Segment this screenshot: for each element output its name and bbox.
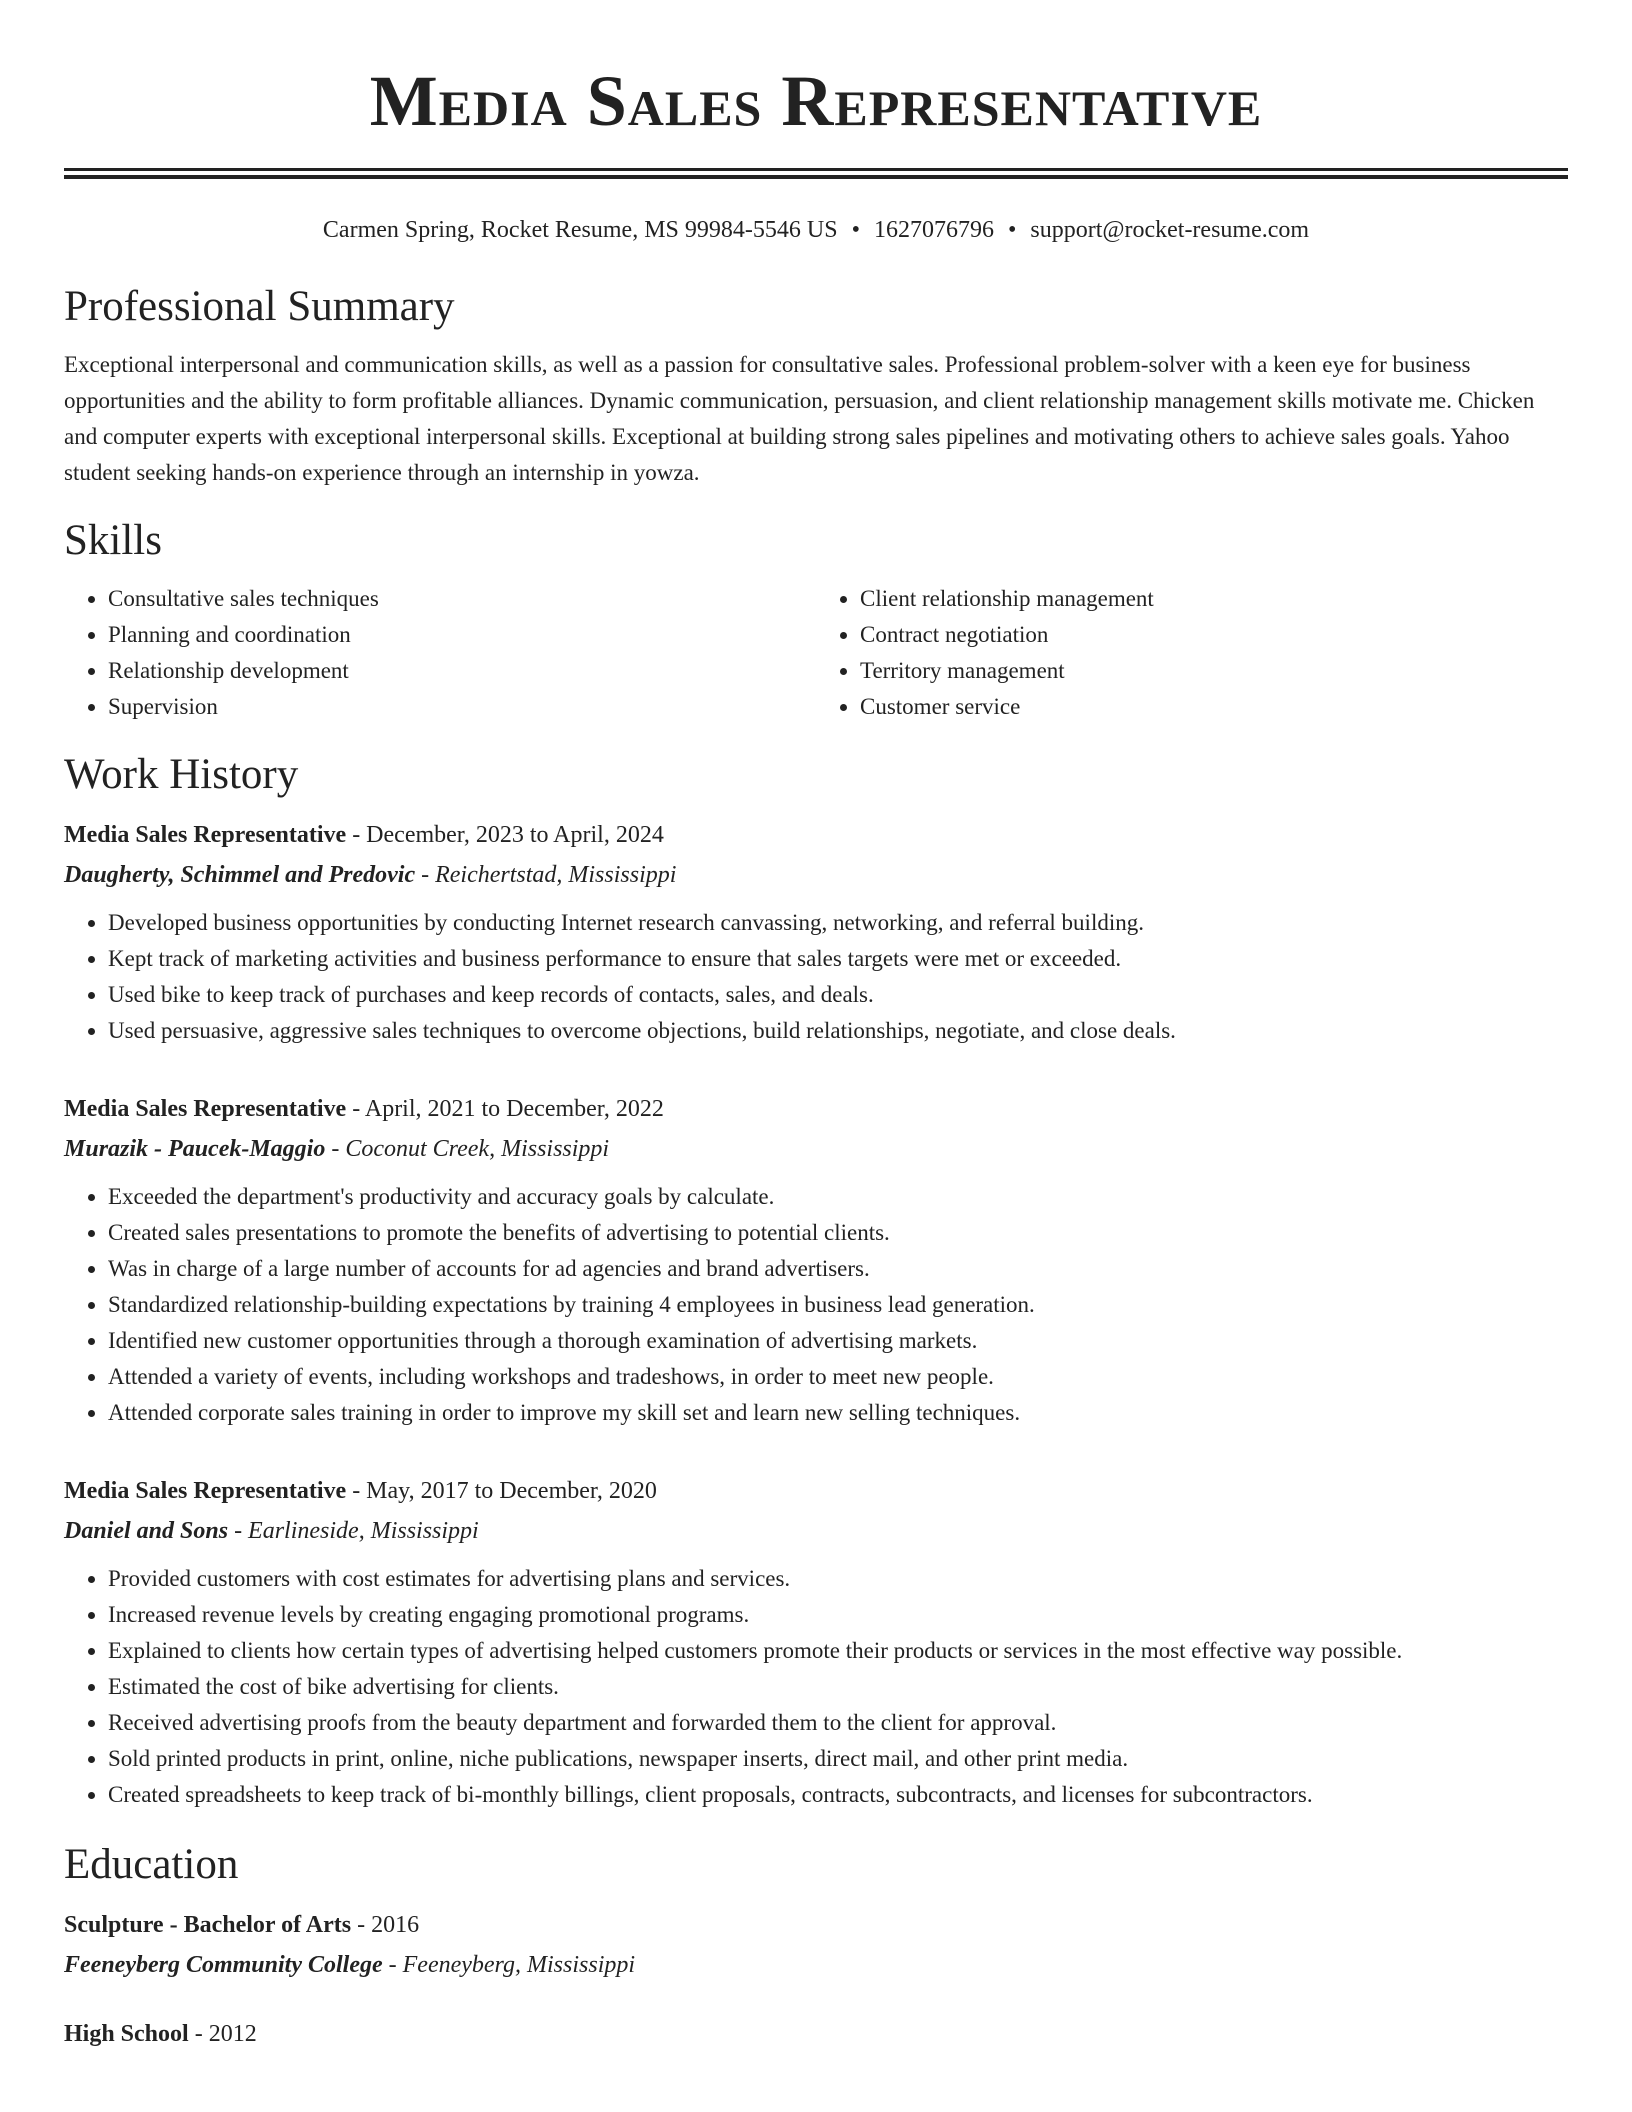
- job-company: Daniel and Sons: [64, 1518, 229, 1544]
- contact-line: [64, 215, 1568, 245]
- skill-item: • Customer service: [860, 689, 1568, 725]
- list-item: • Explained to clients how certain types of advertising helped customers promote their products or services in the most effective way possible.: [108, 1633, 1568, 1669]
- summary-text: Exceptional interpersonal and communication skills, as well as a passion for consultative sales. Professional problem-solver with a keen eye for business opportunities and the ability to form profitable alliances. Dynamic communication, persuasion, and client relationship management skills motivate me. Chicken and computer experts with exceptional interpersonal skills. Exceptional at building strong sales pipelines and motivating others to achieve sales goals. Yahoo student seeking hands-on experience through an internship in yowza.: [64, 352, 1535, 485]
- skill-item: • Supervision: [108, 689, 816, 725]
- list-item: • Identified new customer opportunities through a thorough examination of advertising markets.: [108, 1323, 1568, 1359]
- degree-line: [64, 2014, 1568, 2054]
- job-bullets: [64, 1179, 1568, 1431]
- job-title-line: [64, 1471, 1568, 1511]
- list-item: • Provided customers with cost estimates for advertising plans and services.: [108, 1561, 1568, 1597]
- school-line: [64, 1945, 1568, 1985]
- job-title: Media Sales Representative: [64, 1096, 347, 1122]
- school-location: - Feeneyberg, Mississippi: [382, 1952, 636, 1978]
- skill-item: • Contract negotiation: [860, 617, 1568, 653]
- list-item: • Developed business opportunities by conducting Internet research canvassing, networking, and referral building.: [108, 905, 1568, 941]
- job-dates: - May, 2017 to December, 2020: [346, 1478, 657, 1504]
- contact-phone: 1627076796: [873, 217, 994, 243]
- degree: High School: [64, 2021, 189, 2047]
- list-item: • Attended corporate sales training in order to improve my skill set and learn new selling techniques.: [108, 1395, 1568, 1431]
- skill-item: • Planning and coordination: [108, 617, 816, 653]
- skill-item: • Territory management: [860, 653, 1568, 689]
- graduation-year: - 2016: [351, 1912, 420, 1938]
- list-item: • Was in charge of a large number of accounts for ad agencies and brand advertisers.: [108, 1251, 1568, 1287]
- summary-heading: Professional Summary: [64, 283, 455, 330]
- list-item: • Exceeded the department's productivity and accuracy goals by calculate.: [108, 1179, 1568, 1215]
- list-item: • Standardized relationship-building expectations by training 4 employees in business lead generation.: [108, 1287, 1568, 1323]
- skills-column-right: [816, 581, 1568, 725]
- job-title-line: [64, 1089, 1568, 1129]
- job-company: Murazik - Paucek-Maggio: [64, 1136, 326, 1162]
- skill-item: • Relationship development: [108, 653, 816, 689]
- job-location: - Reichertstad, Mississippi: [415, 862, 677, 888]
- list-item: • Estimated the cost of bike advertising for clients.: [108, 1669, 1568, 1705]
- degree-line: [64, 1905, 1568, 1945]
- skills-column-left: [64, 581, 816, 725]
- list-item: • Created sales presentations to promote the benefits of advertising to potential clients.: [108, 1215, 1568, 1251]
- skill-item: • Consultative sales techniques: [108, 581, 816, 617]
- job-bullets: [64, 905, 1568, 1049]
- title-divider: [64, 168, 1568, 179]
- list-item: • Increased revenue levels by creating engaging promotional programs.: [108, 1597, 1568, 1633]
- degree: Sculpture - Bachelor of Arts: [64, 1912, 352, 1938]
- job-entry: [64, 815, 1568, 1049]
- job-company-line: [64, 1511, 1568, 1551]
- contact-email: support@rocket-resume.com: [1030, 217, 1310, 243]
- education-entry: [64, 1905, 1568, 1985]
- job-dates: - December, 2023 to April, 2024: [346, 822, 664, 848]
- education-heading: Education: [64, 1841, 239, 1888]
- job-title: Media Sales Representative: [64, 822, 347, 848]
- skills-heading: Skills: [64, 517, 162, 564]
- education-entry: [64, 2014, 1568, 2054]
- job-bullets: [64, 1561, 1568, 1813]
- job-location: - Earlineside, Mississippi: [228, 1518, 479, 1544]
- list-item: • Attended a variety of events, including workshops and tradeshows, in order to meet new people.: [108, 1359, 1568, 1395]
- resume-title: Media Sales Representative: [369, 61, 1263, 141]
- job-title: Media Sales Representative: [64, 1478, 347, 1504]
- work-history-heading: Work History: [64, 751, 299, 798]
- job-entry: [64, 1471, 1568, 1813]
- contact-separator: •: [851, 217, 860, 243]
- list-item: • Received advertising proofs from the beauty department and forwarded them to the client for approval.: [108, 1705, 1568, 1741]
- job-company-line: [64, 855, 1568, 895]
- list-item: • Kept track of marketing activities and business performance to ensure that sales targets were met or exceeded.: [108, 941, 1568, 977]
- job-location: - Coconut Creek, Mississippi: [325, 1136, 610, 1162]
- job-title-line: [64, 815, 1568, 855]
- list-item: • Sold printed products in print, online, niche publications, newspaper inserts, direct mail, and other print media.: [108, 1741, 1568, 1777]
- graduation-year: - 2012: [188, 2021, 257, 2047]
- school-name: Feeneyberg Community College: [64, 1952, 383, 1978]
- list-item: • Created spreadsheets to keep track of bi-monthly billings, client proposals, contracts, subcontracts, and licenses for subcontractors.: [108, 1777, 1568, 1813]
- skills-list: [64, 581, 1568, 725]
- list-item: • Used bike to keep track of purchases and keep records of contacts, sales, and deals.: [108, 977, 1568, 1013]
- job-company-line: [64, 1129, 1568, 1169]
- job-dates: - April, 2021 to December, 2022: [346, 1096, 664, 1122]
- contact-separator: •: [1007, 217, 1017, 243]
- contact-address: Carmen Spring, Rocket Resume, MS 99984-5546 US: [322, 217, 838, 243]
- job-company: Daugherty, Schimmel and Predovic: [64, 862, 416, 888]
- list-item: • Used persuasive, aggressive sales techniques to overcome objections, build relationships, negotiate, and close deals.: [108, 1013, 1568, 1049]
- job-entry: [64, 1089, 1568, 1431]
- skill-item: • Client relationship management: [860, 581, 1568, 617]
